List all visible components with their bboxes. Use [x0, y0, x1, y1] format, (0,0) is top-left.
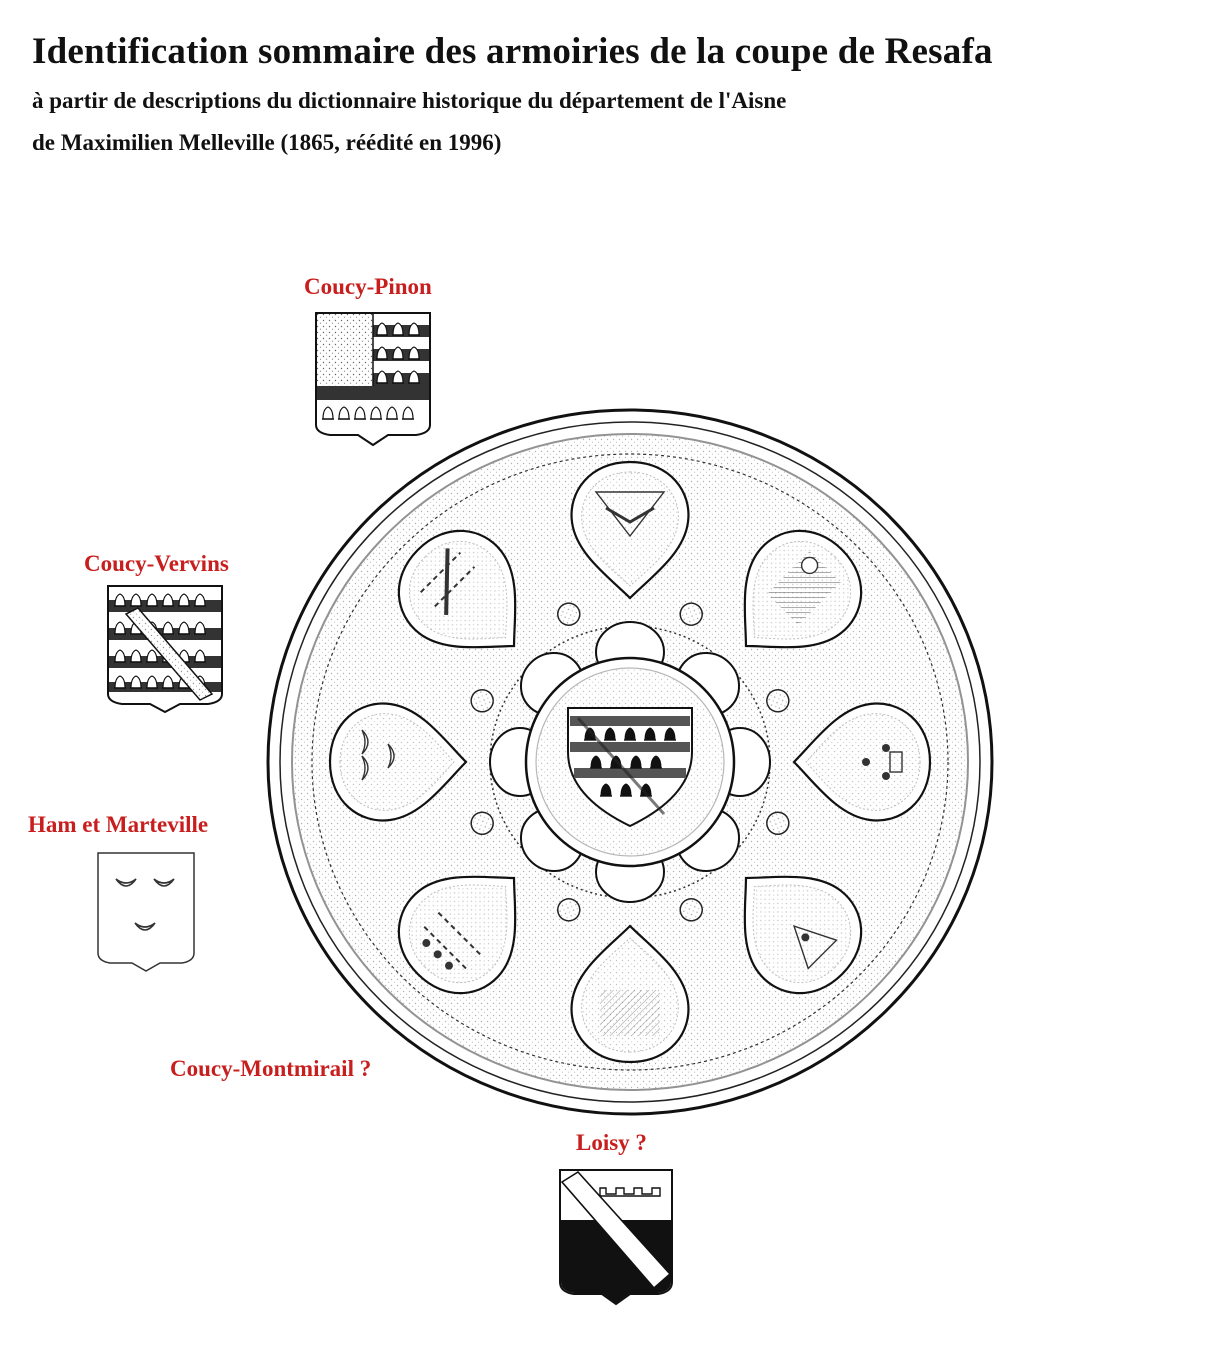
- ham-marteville-shield: [98, 853, 194, 971]
- label-coucy-pinon: Coucy-Pinon: [304, 274, 432, 299]
- subtitle-line-1: à partir de descriptions du dictionnaire historique du département de l'Aisne: [32, 88, 787, 113]
- inner-rosette: [490, 622, 770, 902]
- label-ham-marteville: Ham et Marteville: [28, 812, 209, 837]
- page-title: Identification sommaire des armoiries de la coupe de Resafa: [32, 31, 993, 72]
- label-coucy-montmirail: Coucy-Montmirail ?: [170, 1056, 372, 1081]
- subtitle-line-2: de Maximilien Melleville (1865, réédité en 1996): [32, 130, 502, 155]
- label-coucy-vervins: Coucy-Vervins: [84, 551, 229, 576]
- coucy-pinon-shield: [316, 313, 430, 445]
- coucy-vervins-shield: [108, 586, 222, 712]
- loisy-shield: [560, 1170, 672, 1304]
- resafa-cup-medallion: [268, 410, 992, 1114]
- label-loisy: Loisy ?: [576, 1130, 647, 1155]
